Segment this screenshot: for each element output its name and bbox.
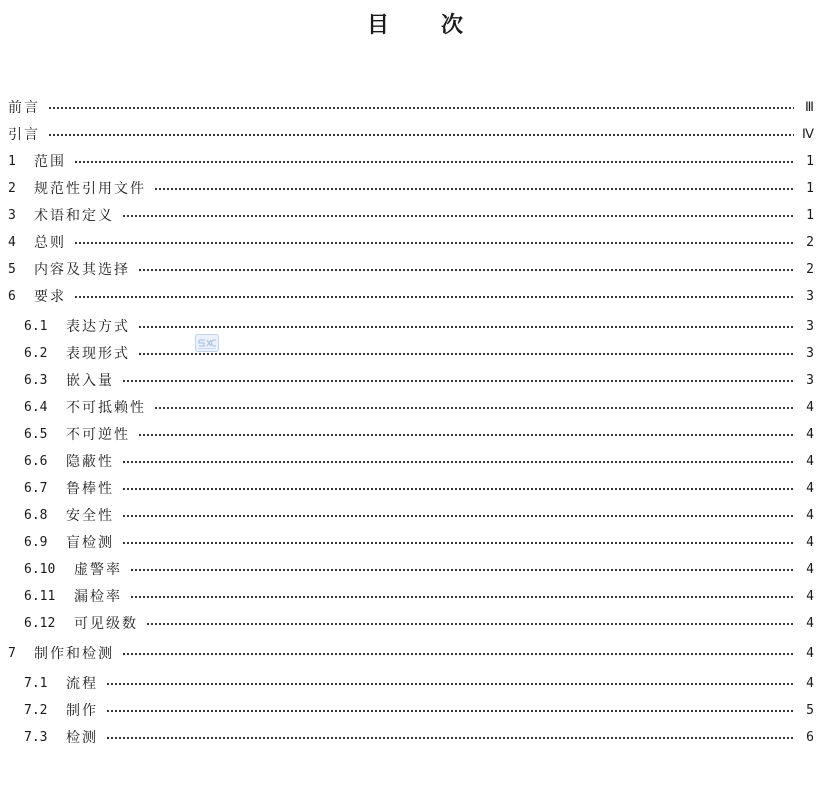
toc-entry-number: 6.12 [24, 615, 56, 631]
dot-leader [48, 131, 794, 139]
toc-entry-page: 4 [806, 534, 814, 550]
toc-entry-4[interactable] [8, 229, 814, 256]
dot-leader [122, 512, 794, 520]
toc-entry-number: 2 [8, 180, 16, 196]
dot-leader [138, 350, 794, 358]
toc-entry-6-6[interactable] [8, 448, 814, 475]
toc-entry-title: 总则 [34, 234, 66, 251]
toc-entry-title: 内容及其选择 [34, 261, 130, 278]
toc-entry-title: 术语和定义 [34, 207, 114, 224]
toc-entry-number: 6.2 [24, 345, 48, 361]
dot-leader [154, 185, 794, 193]
dot-leader [122, 539, 794, 547]
toc-entry-page: 4 [806, 675, 814, 691]
toc-entry-6-9[interactable] [8, 529, 814, 556]
toc-entry-page: 1 [806, 180, 814, 196]
toc-entry-number: 6 [8, 288, 16, 304]
toc-entry-number: 6.9 [24, 534, 48, 550]
toc-entry-page: 4 [806, 561, 814, 577]
toc-entry-number: 7 [8, 645, 16, 661]
toc-entry-title: 制作 [66, 702, 98, 719]
toc-entry-title: 检测 [66, 729, 98, 746]
toc-entry-number: 6.4 [24, 399, 48, 415]
toc-entry-page: 4 [806, 507, 814, 523]
dot-leader [122, 485, 794, 493]
toc-entry-number: 6.8 [24, 507, 48, 523]
toc-entry-page: 4 [806, 480, 814, 496]
toc-entry-title: 表达方式 [66, 318, 130, 335]
toc-entry-number: 6.10 [24, 561, 56, 577]
toc-entry-number: 7.3 [24, 729, 48, 745]
table-of-contents [8, 94, 814, 751]
toc-entry-number: 7.2 [24, 702, 48, 718]
toc-entry-title: 虚警率 [74, 561, 122, 578]
toc-entry-number: 1 [8, 153, 16, 169]
toc-entry-2[interactable] [8, 175, 814, 202]
toc-entry-page: 2 [806, 261, 814, 277]
toc-entry-page: 2 [806, 234, 814, 250]
toc-entry-title: 要求 [34, 288, 66, 305]
toc-entry-6-10[interactable] [8, 556, 814, 583]
toc-entry-title: 表现形式 [66, 345, 130, 362]
toc-entry-page: 5 [806, 702, 814, 718]
dot-leader [122, 650, 794, 658]
dot-leader [138, 266, 794, 274]
toc-entry-title: 规范性引用文件 [34, 180, 146, 197]
toc-entry-page: 3 [806, 372, 814, 388]
toc-entry-number: 6.6 [24, 453, 48, 469]
toc-entry-foreword[interactable] [8, 94, 814, 121]
toc-entry-7[interactable] [8, 640, 814, 667]
dot-leader [130, 593, 794, 601]
dot-leader [146, 620, 794, 628]
dot-leader [122, 377, 794, 385]
toc-entry-3[interactable] [8, 202, 814, 229]
dot-leader [106, 734, 794, 742]
dot-leader [122, 458, 794, 466]
toc-entry-title: 制作和检测 [34, 645, 114, 662]
dot-leader [106, 680, 794, 688]
toc-entry-number: 3 [8, 207, 16, 223]
toc-entry-page: Ⅲ [805, 99, 814, 115]
toc-entry-page: 3 [806, 318, 814, 334]
toc-entry-title: 鲁棒性 [66, 480, 114, 497]
toc-entry-title: 安全性 [66, 507, 114, 524]
toc-entry-6-2[interactable] [8, 340, 814, 367]
stamp-logo-icon [195, 334, 219, 352]
toc-entry-1[interactable] [8, 148, 814, 175]
toc-entry-number: 6.11 [24, 588, 56, 604]
toc-entry-page: 3 [806, 288, 814, 304]
toc-entry-6-5[interactable] [8, 421, 814, 448]
page-title-char-1: 目 [366, 13, 389, 38]
toc-entry-page: 6 [806, 729, 814, 745]
toc-entry-6[interactable] [8, 283, 814, 310]
dot-leader [138, 431, 794, 439]
toc-entry-number: 5 [8, 261, 16, 277]
dot-leader [106, 707, 794, 715]
toc-entry-number: 4 [8, 234, 16, 250]
toc-entry-title: 前言 [8, 99, 40, 116]
toc-entry-6-4[interactable] [8, 394, 814, 421]
toc-entry-6-3[interactable] [8, 367, 814, 394]
toc-entry-page: 1 [806, 207, 814, 223]
toc-entry-title: 隐蔽性 [66, 453, 114, 470]
toc-entry-page: 4 [806, 453, 814, 469]
dot-leader [130, 566, 794, 574]
toc-entry-introduction[interactable] [8, 121, 814, 148]
toc-entry-title: 引言 [8, 126, 40, 143]
toc-entry-page: 1 [806, 153, 814, 169]
page-title-char-2: 次 [441, 13, 464, 38]
toc-entry-number: 6.3 [24, 372, 48, 388]
toc-entry-page: 4 [806, 399, 814, 415]
toc-entry-title: 嵌入量 [66, 372, 114, 389]
dot-leader [138, 323, 794, 331]
toc-entry-title: 流程 [66, 675, 98, 692]
dot-leader [48, 104, 794, 112]
toc-entry-title: 漏检率 [74, 588, 122, 605]
toc-entry-title: 不可抵赖性 [66, 399, 146, 416]
toc-entry-page: Ⅳ [802, 126, 814, 142]
toc-entry-title: 盲检测 [66, 534, 114, 551]
toc-entry-number: 7.1 [24, 675, 48, 691]
dot-leader [74, 239, 794, 247]
toc-entry-6-7[interactable] [8, 475, 814, 502]
toc-entry-page: 4 [806, 645, 814, 661]
toc-entry-title: 不可逆性 [66, 426, 130, 443]
toc-entry-title: 可见级数 [74, 615, 138, 632]
dot-leader [154, 404, 794, 412]
toc-entry-number: 6.7 [24, 480, 48, 496]
toc-entry-page: 3 [806, 345, 814, 361]
toc-entry-6-12[interactable] [8, 610, 814, 637]
toc-entry-page: 4 [806, 615, 814, 631]
toc-entry-6-1[interactable] [8, 313, 814, 340]
toc-entry-7-2[interactable] [8, 697, 814, 724]
dot-leader [122, 212, 794, 220]
toc-entry-page: 4 [806, 588, 814, 604]
toc-entry-page: 4 [806, 426, 814, 442]
toc-entry-title: 范围 [34, 153, 66, 170]
toc-entry-6-11[interactable] [8, 583, 814, 610]
dot-leader [74, 158, 794, 166]
toc-entry-7-1[interactable] [8, 670, 814, 697]
toc-entry-number: 6.1 [24, 318, 48, 334]
page-title [0, 10, 830, 42]
dot-leader [74, 293, 794, 301]
toc-entry-number: 6.5 [24, 426, 48, 442]
toc-entry-5[interactable] [8, 256, 814, 283]
toc-entry-6-8[interactable] [8, 502, 814, 529]
toc-entry-7-3[interactable] [8, 724, 814, 751]
